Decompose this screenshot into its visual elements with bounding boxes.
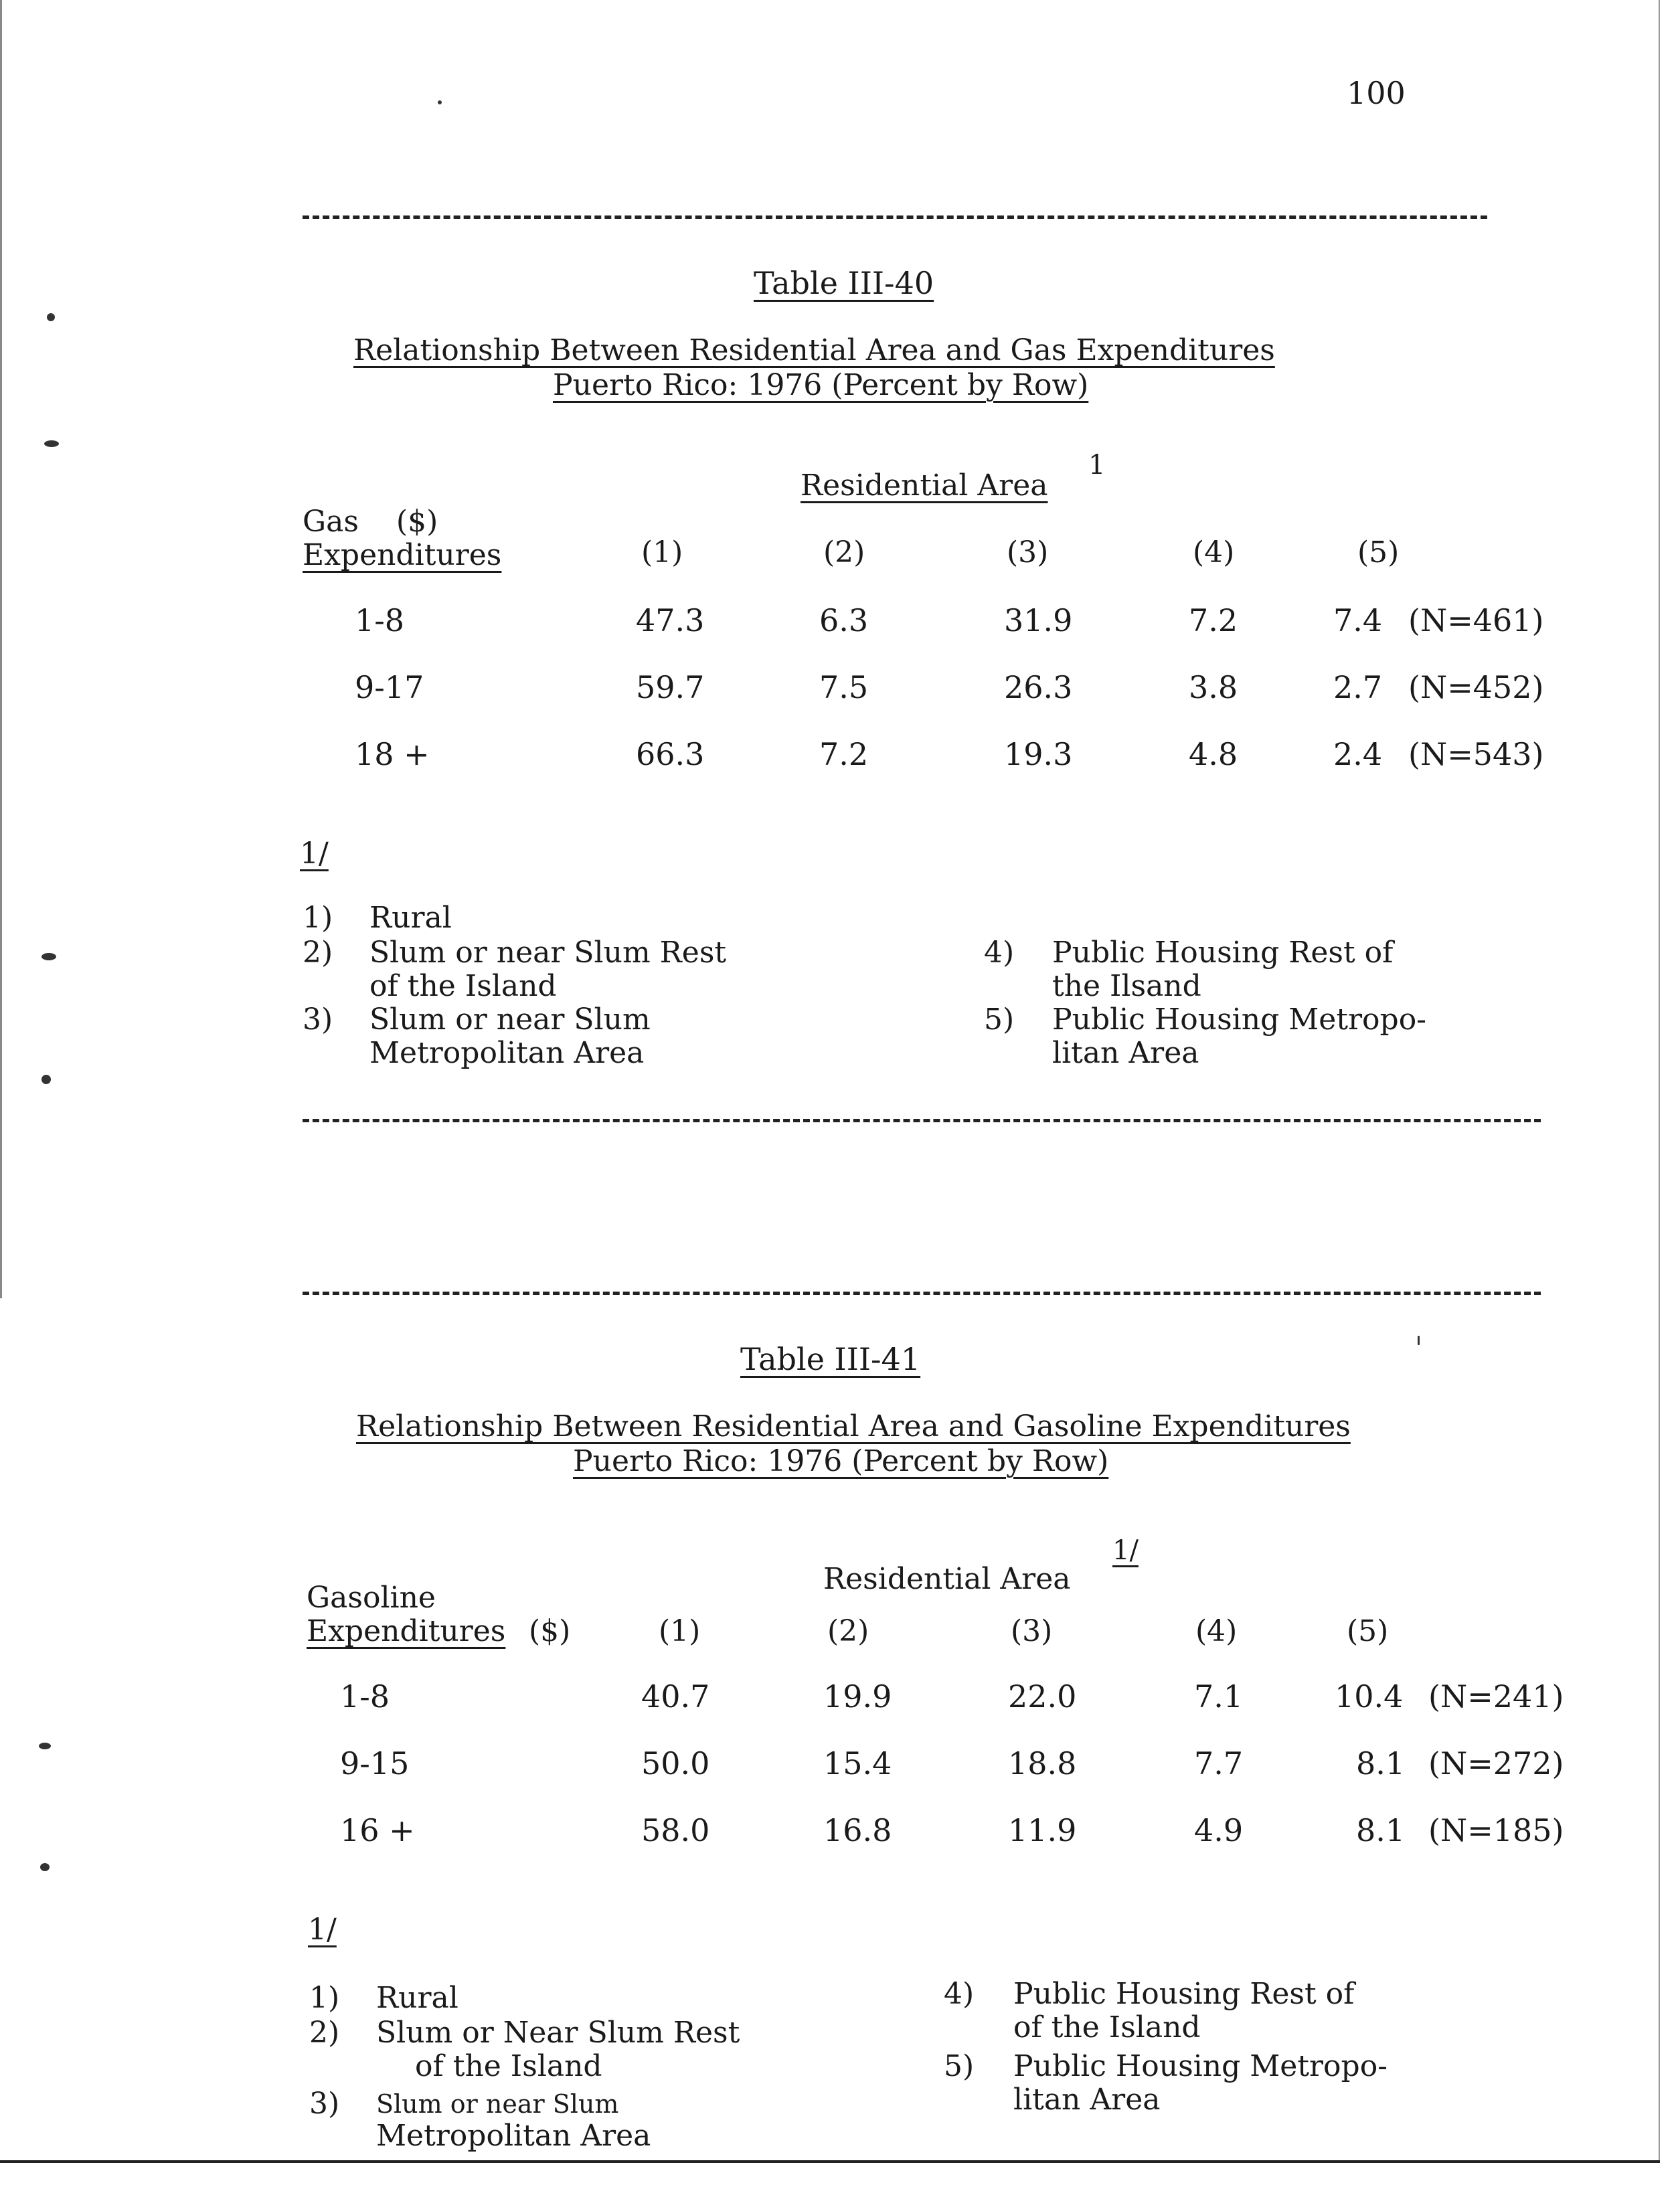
scan-speck (40, 1863, 50, 1871)
table1-cell: 2.4 (1333, 736, 1383, 772)
scan-speck (39, 1743, 51, 1749)
scan-speck (1418, 1336, 1420, 1345)
table2-cell: 16.8 (823, 1812, 892, 1848)
table1-col-header-3: (3) (1007, 535, 1049, 570)
table1-note-num: 4) (984, 936, 1015, 970)
dashed-rule-middle (303, 1119, 1541, 1122)
table2-subtitle-line2: Puerto Rico: 1976 (Percent by Row) (573, 1444, 1109, 1478)
table2-cell: 8.1 (1356, 1745, 1406, 1781)
table1-note-num: 1) (303, 901, 333, 935)
table1-col-header-2: (2) (823, 535, 865, 570)
scan-speck (41, 953, 56, 960)
table1-cell: 26.3 (1004, 669, 1073, 705)
table2-row-header-line2: Expenditures (307, 1614, 506, 1648)
table2-cell: 7.1 (1194, 1678, 1244, 1715)
table1-row-header-line2: Expenditures (303, 538, 502, 572)
table1-cell: 2.7 (1333, 669, 1383, 705)
scan-speck (41, 1075, 51, 1084)
table1-col-header-4: (4) (1193, 535, 1235, 570)
table2-col-header-4: (4) (1195, 1614, 1238, 1648)
table1-note-text: Slum or near Slum (369, 1002, 651, 1037)
table2-note-text: Slum or Near Slum Rest (376, 2016, 740, 2050)
dashed-rule-table2-top (303, 1292, 1541, 1295)
table1-cell: 7.5 (819, 669, 869, 705)
table2-cell: 7.7 (1194, 1745, 1244, 1781)
table1-cell: 31.9 (1004, 602, 1073, 638)
table2-spanner-note: 1/ (1112, 1535, 1139, 1566)
page-edge-left (0, 0, 2, 1298)
table2-note-text: Public Housing Metropo- (1013, 2049, 1388, 2083)
table2-col-header-5: (5) (1347, 1614, 1389, 1648)
table1-cell: 19.3 (1004, 736, 1073, 772)
table2-col-header-2: (2) (827, 1614, 869, 1648)
table2-note-num: 4) (944, 1977, 975, 2011)
table1-title: Table III-40 (754, 265, 934, 301)
table1-cell: 7.2 (1189, 602, 1238, 638)
table1-subtitle-line1: Relationship Between Residential Area and Gas Expenditures (353, 333, 1275, 367)
table2-cell: 18.8 (1008, 1745, 1077, 1781)
table1-note-text: of the Island (369, 969, 557, 1003)
table1-subtitle-line2: Puerto Rico: 1976 (Percent by Row) (553, 368, 1089, 402)
table2-row-n: (N=185) (1428, 1812, 1564, 1848)
table1-col-header-1: (1) (641, 535, 683, 570)
table1-row-n: (N=452) (1408, 669, 1544, 705)
table1-spanner-note: 1 (1088, 450, 1106, 480)
scan-speck (44, 440, 59, 447)
table2-row-header-line1: Gasoline (307, 1581, 436, 1615)
table2-cell: 22.0 (1008, 1678, 1077, 1715)
table2-row-label: 1-8 (340, 1678, 390, 1715)
table2-col-header-3: (3) (1011, 1614, 1053, 1648)
table2-note-text: of the Island (1013, 2010, 1201, 2044)
table1-note-text: Rural (369, 901, 452, 935)
table1-note-text: Public Housing Rest of (1052, 936, 1394, 970)
table1-row-label: 9-17 (355, 669, 424, 705)
page-edge-bottom (0, 2160, 1660, 2163)
page-number: 100 (1347, 75, 1406, 111)
table2-note-text: litan Area (1013, 2083, 1161, 2117)
table1-row-n: (N=461) (1408, 602, 1544, 638)
page-edge-right (1659, 0, 1660, 2163)
table2-cell: 50.0 (641, 1745, 710, 1781)
table2-row-label: 16 + (340, 1812, 415, 1848)
table1-row-n: (N=543) (1408, 736, 1544, 772)
scan-speck (47, 313, 55, 321)
table2-note-text: of the Island (415, 2049, 602, 2083)
table2-row-label: 9-15 (340, 1745, 410, 1781)
table1-cell: 6.3 (819, 602, 869, 638)
dashed-rule-top (303, 215, 1487, 219)
table1-cell: 3.8 (1189, 669, 1238, 705)
table1-note-text: Slum or near Slum Rest (369, 936, 727, 970)
table2-note-text: Slum or near Slum (376, 2089, 619, 2119)
table2-cell: 15.4 (823, 1745, 892, 1781)
table1-note-text: litan Area (1052, 1036, 1199, 1070)
table1-row-label: 1-8 (355, 602, 405, 638)
table1-row-header-line1: Gas ($) (303, 505, 438, 539)
table2-cell: 58.0 (641, 1812, 710, 1848)
table2-note-num: 3) (309, 2087, 340, 2121)
table1-note-num: 3) (303, 1002, 333, 1037)
table1-note-text: Metropolitan Area (369, 1036, 645, 1070)
table1-cell: 7.2 (819, 736, 869, 772)
table2-note-text: Rural (376, 1981, 458, 2015)
table1-col-header-5: (5) (1357, 535, 1400, 570)
table2-note-num: 1) (309, 1981, 340, 2015)
table2-note-text: Metropolitan Area (376, 2119, 651, 2153)
table1-footnote-mark: 1/ (300, 837, 329, 871)
table2-col-header-1: (1) (659, 1614, 701, 1648)
table1-cell: 59.7 (636, 669, 705, 705)
table2-note-num: 5) (944, 2049, 975, 2083)
table2-subtitle-line1: Relationship Between Residential Area and Gasoline Expenditures (356, 1409, 1351, 1444)
table2-footnote-mark: 1/ (308, 1913, 337, 1947)
table2-spanner: Residential Area (823, 1562, 1071, 1596)
table2-row-n: (N=272) (1428, 1745, 1564, 1781)
table2-row-n: (N=241) (1428, 1678, 1564, 1715)
table1-row-label: 18 + (355, 736, 430, 772)
scan-speck (438, 100, 442, 104)
table2-cell: 8.1 (1356, 1812, 1406, 1848)
table1-cell: 7.4 (1333, 602, 1383, 638)
table1-spanner: Residential Area (801, 468, 1048, 503)
table1-cell: 47.3 (636, 602, 705, 638)
table1-note-text: Public Housing Metropo- (1052, 1002, 1427, 1037)
table1-note-num: 2) (303, 936, 333, 970)
table2-cell: 4.9 (1194, 1812, 1244, 1848)
table2-row-header-unit: ($) (529, 1614, 571, 1648)
table1-note-num: 5) (984, 1002, 1015, 1037)
table1-note-text: the Ilsand (1052, 969, 1201, 1003)
table2-cell: 11.9 (1008, 1812, 1077, 1848)
table2-cell: 40.7 (641, 1678, 710, 1715)
table2-title: Table III-41 (740, 1341, 921, 1377)
table2-note-num: 2) (309, 2016, 340, 2050)
table1-cell: 66.3 (636, 736, 705, 772)
table2-cell: 19.9 (823, 1678, 892, 1715)
table2-cell: 10.4 (1335, 1678, 1404, 1715)
table2-note-text: Public Housing Rest of (1013, 1977, 1355, 2011)
table1-cell: 4.8 (1189, 736, 1238, 772)
